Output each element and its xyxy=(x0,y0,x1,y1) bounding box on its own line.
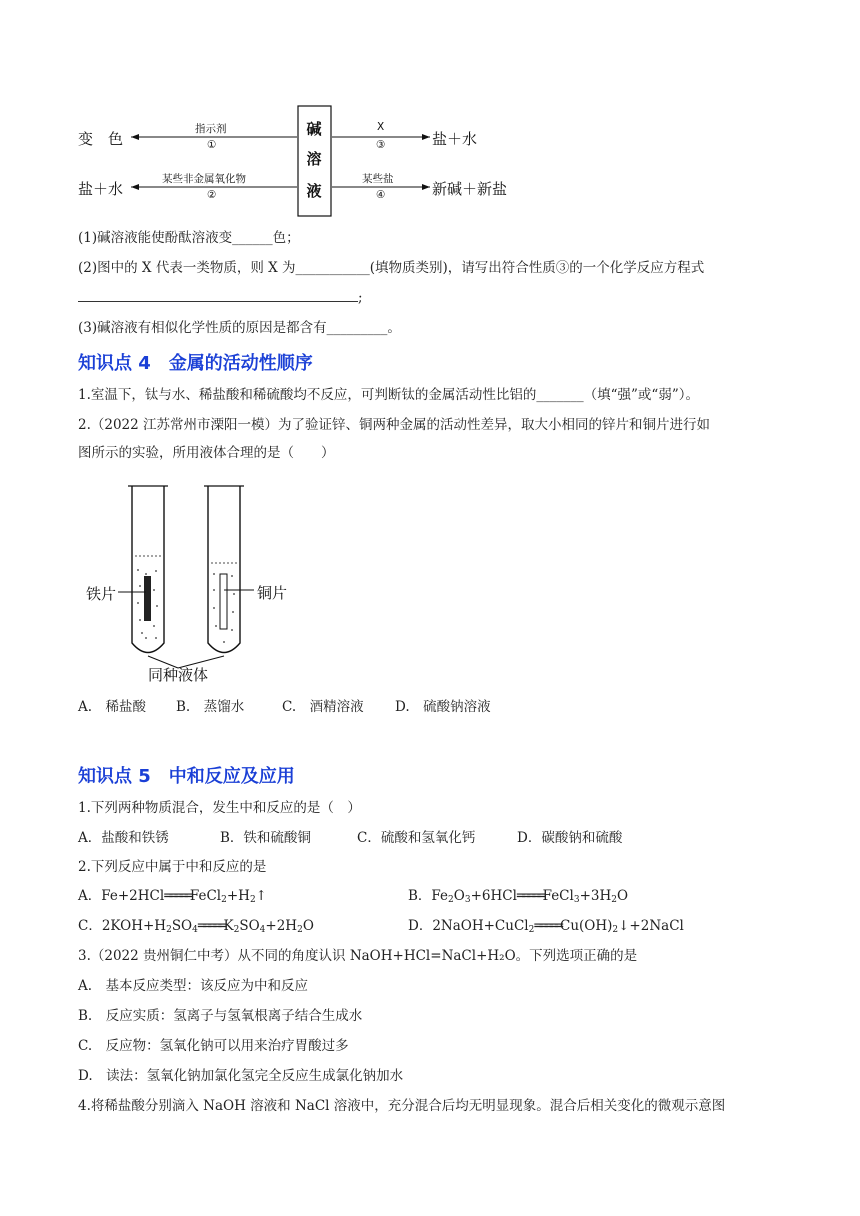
s4-option-b: B. 蒸馏水 xyxy=(176,699,245,715)
s5-question-2: 2.下列反应中属于中和反应的是 xyxy=(78,859,267,875)
center-char-1: 碱 xyxy=(306,120,322,138)
s5-q3-option-d: D. 读法：氢氧化钠加氯化氢完全反应生成氯化钠加水 xyxy=(78,1068,404,1084)
s5-q2-option-a: A．$Fe+2HCl═════FeCl_2+H_2↑$ xyxy=(78,888,267,905)
s5-q1-option-a: A．盐酸和铁锈 xyxy=(78,830,169,846)
answer-blank xyxy=(78,289,358,302)
arrow-3-number: ③ xyxy=(376,139,386,151)
arrow-4-label: 某些盐 xyxy=(362,173,394,185)
label-left-salt-water: 盐＋水 xyxy=(78,180,124,198)
s5-q3-option-c: C. 反应物：氢氧化钠可以用来治疗胃酸过多 xyxy=(78,1038,349,1054)
s5-q1-option-d: D．碳酸钠和硫酸 xyxy=(517,830,623,846)
center-char-2: 溶 xyxy=(306,150,322,168)
s4-option-c: C. 酒精溶液 xyxy=(282,699,364,715)
right-liquid-dots xyxy=(213,573,235,643)
arrow-3-head xyxy=(422,134,430,140)
arrow-1-number: ① xyxy=(207,139,217,151)
question-2-text: (2)图中的 X 代表一类物质，则 X 为___________(填物质类别)，请写出符合性质③的一个化学反应方程式 xyxy=(78,260,705,276)
test-tube-right xyxy=(208,486,240,653)
copper-strip xyxy=(220,574,227,629)
s5-q1-option-c: C．硫酸和氢氧化钙 xyxy=(357,830,476,846)
s5-question-1: 1.下列两种物质混合，发生中和反应的是（ ） xyxy=(78,800,361,816)
s5-q2-option-d: D．$2NaOH+CuCl_2═════Cu(OH)_2↓+2NaCl$ xyxy=(408,918,684,935)
s4-question-2-line2: 图所示的实验，所用液体合理的是（ ） xyxy=(78,445,335,461)
s5-q3-option-a: A. 基本反应类型：该反应为中和反应 xyxy=(78,978,309,994)
test-tube-left xyxy=(132,486,164,653)
label-new-base-new-salt: 新碱＋新盐 xyxy=(432,180,508,198)
answer-semicolon: ; xyxy=(358,290,363,306)
s5-question-3: 3.（2022 贵州铜仁中考）从不同的角度认识 NaOH+HCl=NaCl+H₂O。下列选项正确的是 xyxy=(78,948,638,964)
question-2-answer-line xyxy=(78,288,363,308)
section-5-heading: 知识点 5 中和反应及应用 xyxy=(78,766,295,787)
s5-question-4: 4.将稀盐酸分别滴入 NaOH 溶液和 NaCl 溶液中，充分混合后均无明显现象。混合后相关变化的微观示意图 xyxy=(78,1098,726,1114)
question-3-text: (3)碱溶液有相似化学性质的原因是都含有_________。 xyxy=(78,320,401,336)
s4-option-d: D. 硫酸钠溶液 xyxy=(395,699,491,715)
arrow-2-head xyxy=(131,184,139,190)
label-change-color: 变 色 xyxy=(78,130,124,148)
s5-q2-option-b: B．$Fe_2O_3+6HCl═════FeCl_3+3H_2O$ xyxy=(408,888,629,905)
iron-strip xyxy=(144,576,151,621)
arrow-4-head xyxy=(422,184,430,190)
question-1-text: (1)碱溶液能使酚酞溶液变______色； xyxy=(78,230,300,246)
label-copper-strip: 铜片 xyxy=(257,584,288,602)
s4-option-a: A. 稀盐酸 xyxy=(78,699,147,715)
base-properties-diagram xyxy=(0,0,860,230)
arrow-1-head xyxy=(131,134,139,140)
s5-q3-option-b: B. 反应实质：氢离子与氢氧根离子结合生成水 xyxy=(78,1008,363,1024)
arrow-1-label: 指示剂 xyxy=(195,123,227,135)
center-char-3: 液 xyxy=(306,182,322,200)
arrow-2-number: ② xyxy=(207,189,217,201)
label-same-liquid: 同种液体 xyxy=(148,666,209,684)
arrow-3-label: X xyxy=(377,121,385,133)
section-4-heading: 知识点 4 金属的活动性顺序 xyxy=(78,353,313,374)
arrow-4-number: ④ xyxy=(376,189,386,201)
s5-q1-option-b: B．铁和硫酸铜 xyxy=(220,830,311,846)
label-iron-strip: 铁片 xyxy=(86,585,117,603)
s4-question-1: 1.室温下，钛与水、稀盐酸和稀硫酸均不反应，可判断钛的金属活动性比铝的_______（填“强”或“弱”）。 xyxy=(78,387,699,403)
s5-q2-option-c: C．$2KOH+H_2SO_4═════K_2SO_4+2H_2O$ xyxy=(78,918,314,935)
arrow-2-label: 某些非金属氧化物 xyxy=(162,173,246,185)
label-right-salt-water: 盐＋水 xyxy=(432,130,478,148)
s4-question-2-line1: 2.（2022 江苏常州市溧阳一模）为了验证锌、铜两种金属的活动性差异，取大小相同的锌片和铜片进行如 xyxy=(78,417,711,433)
